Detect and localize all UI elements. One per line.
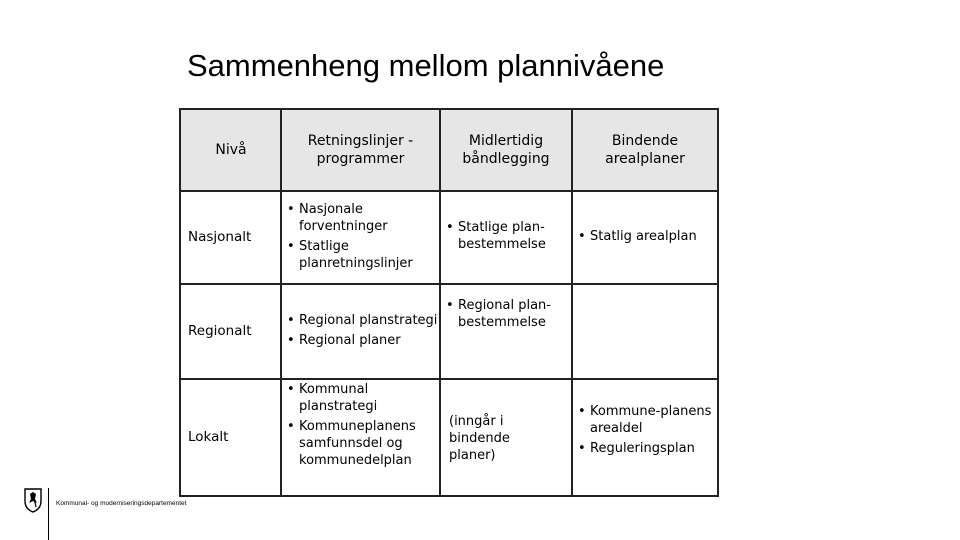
footer-divider	[48, 488, 49, 540]
header-level: Nivå	[215, 142, 247, 158]
planning-levels-table	[179, 108, 719, 497]
norwegian-coat-of-arms-icon	[22, 487, 44, 513]
list-item: • Statlig arealplan	[575, 228, 697, 245]
regional-temporary	[443, 285, 571, 345]
list-item: • Regional plan-bestemmelse	[443, 297, 571, 331]
header-guidelines: Retningslinjer - programmer	[307, 133, 414, 167]
local-binding	[575, 380, 717, 482]
list-item: • Kommunal planstrategi	[284, 381, 439, 415]
list-item: • Statlige plan-bestemmelse	[443, 219, 571, 253]
header-temporary: Midlertidig båndlegging	[462, 133, 550, 167]
list-item: • Nasjonale forventninger	[284, 201, 439, 235]
header-binding: Bindende arealplaner	[605, 133, 685, 167]
slide-title: Sammenheng mellom plannivåene	[187, 48, 665, 83]
list-item: • Reguleringsplan	[575, 440, 717, 457]
local-guidelines	[284, 380, 439, 472]
row-label-local: Lokalt	[188, 429, 229, 445]
list-item: • Kommune-planens arealdel	[575, 403, 717, 437]
list-item: • Kommuneplanens samfunnsdel og kommunedelplan	[284, 418, 439, 469]
list-item: • Regional planstrategi	[284, 312, 437, 329]
local-temporary: (inngår i bindende planer)	[449, 414, 510, 463]
national-temporary	[443, 192, 571, 283]
row-label-national: Nasjonalt	[188, 229, 252, 245]
regional-binding	[575, 285, 717, 378]
national-guidelines	[284, 192, 439, 283]
list-item: • Statlige planretningslinjer	[284, 238, 439, 272]
row-label-regional: Regionalt	[188, 323, 252, 339]
footer-department-name: Kommunal- og moderniseringsdepartementet	[56, 500, 187, 507]
regional-guidelines	[284, 285, 439, 378]
national-binding	[575, 192, 717, 283]
list-item: • Regional planer	[284, 332, 437, 349]
